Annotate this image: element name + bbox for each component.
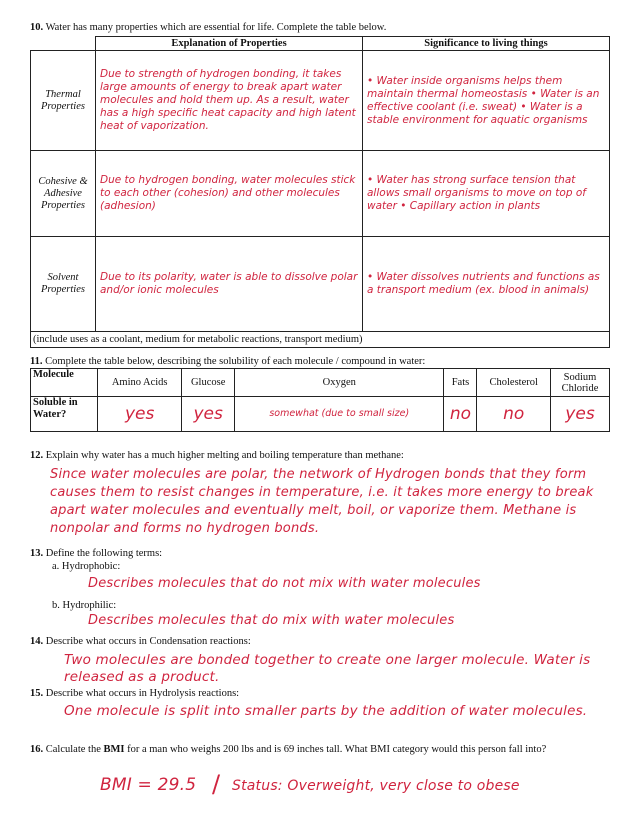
q13b-term: b. Hydrophilic: xyxy=(52,600,117,611)
solubility-answer: yes xyxy=(551,397,610,432)
q16-status-answer: Status: Overweight, very close to obese xyxy=(232,778,520,794)
col-significance-header: Significance to living things xyxy=(363,37,610,51)
solubility-table xyxy=(30,368,610,432)
molecule-header: Molecule xyxy=(31,369,98,397)
molecule-name: Fats xyxy=(444,369,477,397)
q14-prompt: 14. Describe what occurs in Condensation reactions: xyxy=(30,636,251,647)
soluble-row-label: Soluble in Water? xyxy=(31,397,98,432)
molecule-name: Cholesterol xyxy=(477,369,551,397)
q11-prompt: 11. Complete the table below, describing the solubility of each molecule / compound in water: xyxy=(30,356,426,367)
row-label-thermal: Thermal Properties xyxy=(31,51,96,151)
q12-answer: Since water molecules are polar, the network of Hydrogen bonds that they form causes them to resist changes in temperature, i.e. it takes more energy to break apart water molecules and eventually melt, boil, or vaporize them. Methane is nonpolar and forms no hydrogen bonds. xyxy=(50,467,594,536)
solvent-significance: • Water dissolves nutrients and functions as a transport medium (ex. blood in animals) xyxy=(367,271,600,296)
thermal-significance: • Water inside organisms helps them maintain thermal homeostasis • Water is an effective coolant (i.e. sweat) • Water is a stable environment for aquatic organisms xyxy=(367,74,600,126)
q15-prompt: 15. Describe what occurs in Hydrolysis reactions: xyxy=(30,688,240,699)
thermal-explanation: Due to strength of hydrogen bonding, it takes large amounts of energy to break apart water molecules and hold them up. As a result, water has a high specific heat capacity and high latent heat of vaporization. xyxy=(100,68,356,132)
molecule-name: Oxygen xyxy=(235,369,444,397)
row-label-cohesive: Cohesive & Adhesive Properties xyxy=(31,151,96,237)
solubility-answer: no xyxy=(477,397,551,432)
molecule-name: Amino Acids xyxy=(98,369,182,397)
q16-bmi-answer: BMI = 29.5 xyxy=(100,775,197,795)
q15-answer: One molecule is split into smaller parts by the addition of water molecules. xyxy=(64,703,588,719)
properties-table xyxy=(30,36,610,348)
q12-prompt: 12. Explain why water has a much higher melting and boiling temperature than methane: xyxy=(30,450,404,461)
q13a-answer: Describes molecules that do not mix with water molecules xyxy=(88,576,481,591)
table-note: (include uses as a coolant, medium for metabolic reactions, transport medium) xyxy=(31,332,610,348)
solubility-answer: no xyxy=(444,397,477,432)
solubility-answer: yes xyxy=(182,397,235,432)
cohesive-significance: • Water has strong surface tension that allows small organisms to move on top of water • Capillary action in plants xyxy=(367,174,586,212)
q13-prompt: 13. Define the following terms: xyxy=(30,548,163,559)
slash-divider: / xyxy=(212,770,221,798)
solubility-answer: yes xyxy=(98,397,182,432)
q13a-term: a. Hydrophobic: xyxy=(52,561,121,572)
solvent-explanation: Due to its polarity, water is able to dissolve polar and/or ionic molecules xyxy=(100,271,358,296)
row-label-solvent: Solvent Properties xyxy=(31,237,96,332)
cohesive-explanation: Due to hydrogen bonding, water molecules stick to each other (cohesion) and other molecules (adhesion) xyxy=(100,174,356,212)
q16-prompt: 16. Calculate the BMI for a man who weighs 200 lbs and is 69 inches tall. What BMI category would this person fall into? xyxy=(30,744,547,755)
solubility-answer: somewhat (due to small size) xyxy=(235,397,444,432)
molecule-name: Glucose xyxy=(182,369,235,397)
molecule-name: Sodium Chloride xyxy=(551,369,610,397)
q13b-answer: Describes molecules that do mix with water molecules xyxy=(88,613,455,628)
q10-prompt: 10. Water has many properties which are essential for life. Complete the table below. xyxy=(30,22,387,33)
col-explanation-header: Explanation of Properties xyxy=(96,37,363,51)
q14-answer: Two molecules are bonded together to create one larger molecule. Water is released as a product. xyxy=(64,652,591,685)
